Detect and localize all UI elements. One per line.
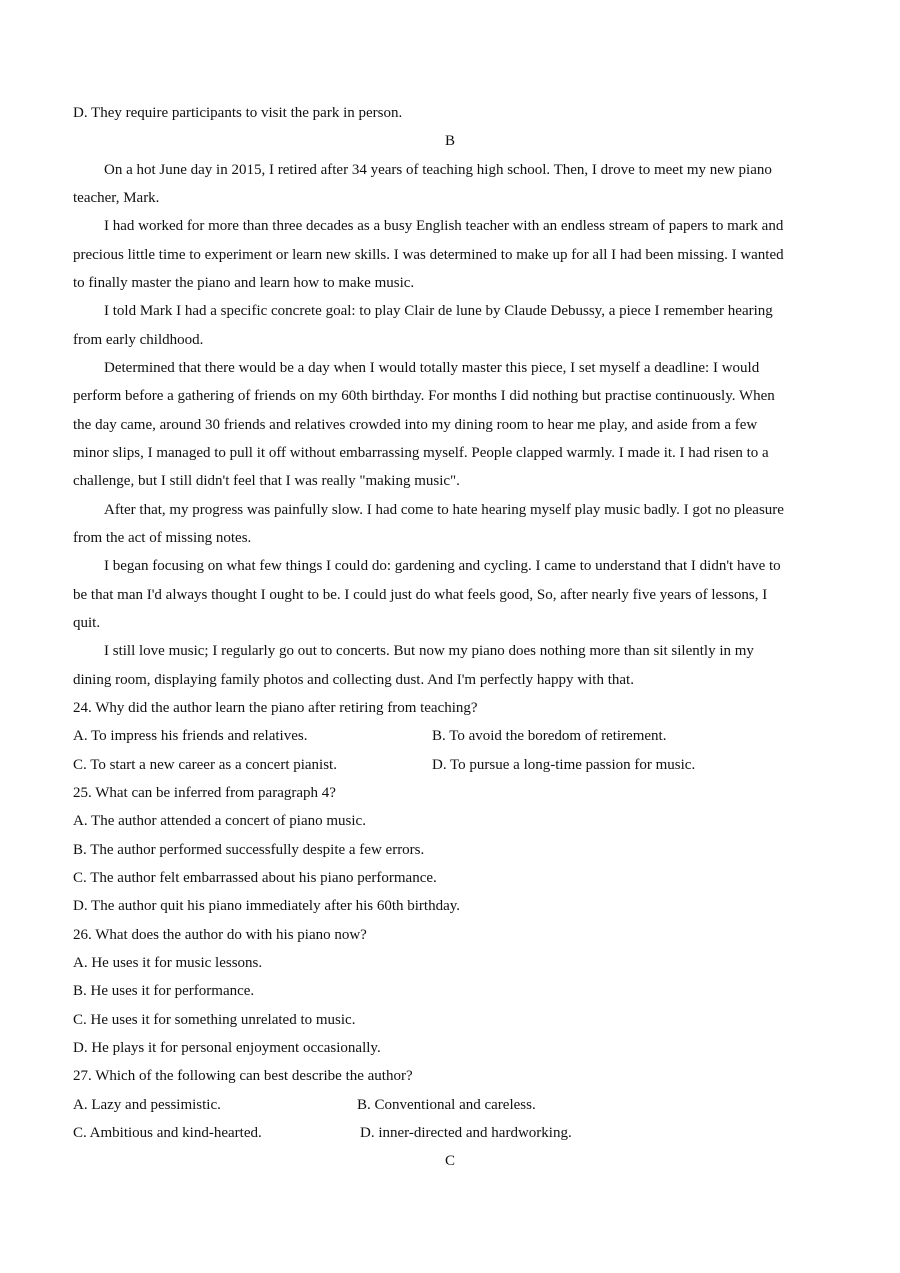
question-24-option-c: C. To start a new career as a concert pianist. bbox=[73, 757, 337, 773]
passage-p6-line2: be that man I'd always thought I ought to be. I could just do what feels good, So, after nearly five years of lessons, I bbox=[73, 587, 768, 603]
question-25-stem: 25. What can be inferred from paragraph 4? bbox=[73, 785, 336, 801]
question-26-stem: 26. What does the author do with his piano now? bbox=[73, 927, 367, 943]
passage-p4-line2: perform before a gathering of friends on my 60th birthday. For months I did nothing but practise continuously. When bbox=[73, 388, 775, 404]
question-25-option-d: D. The author quit his piano immediately after his 60th birthday. bbox=[73, 898, 461, 914]
question-27-option-c: C. Ambitious and kind-hearted. bbox=[73, 1125, 262, 1141]
question-27-option-b: B. Conventional and careless. bbox=[357, 1097, 536, 1113]
question-25-option-a: A. The author attended a concert of piano music. bbox=[73, 813, 366, 829]
question-27-stem: 27. Which of the following can best describe the author? bbox=[73, 1068, 413, 1084]
passage-p3-line2: from early childhood. bbox=[73, 332, 204, 348]
passage-p3-line1: I told Mark I had a specific concrete goal: to play Clair de lune by Claude Debussy, a piece I remember hearing bbox=[104, 303, 773, 319]
passage-p1-line1: On a hot June day in 2015, I retired after 34 years of teaching high school. Then, I drove to meet my new piano bbox=[104, 162, 772, 178]
question-24-stem: 24. Why did the author learn the piano after retiring from teaching? bbox=[73, 700, 478, 716]
passage-p4-line5: challenge, but I still didn't feel that I was really "making music". bbox=[73, 473, 460, 489]
passage-p7-line2: dining room, displaying family photos and collecting dust. And I'm perfectly happy with that. bbox=[73, 672, 634, 688]
passage-p4-line3: the day came, around 30 friends and relatives crowded into my dining room to hear me play, and aside from a few bbox=[73, 417, 758, 433]
passage-p6-line1: I began focusing on what few things I could do: gardening and cycling. I came to understand that I didn't have to bbox=[104, 558, 781, 574]
passage-p1-line2: teacher, Mark. bbox=[73, 190, 160, 206]
question-26-option-b: B. He uses it for performance. bbox=[73, 983, 255, 999]
passage-p4-line1: Determined that there would be a day when I would totally master this piece, I set myself a deadline: I would bbox=[104, 360, 760, 376]
passage-p2-line2: precious little time to experiment or learn new skills. I was determined to make up for all I had been missing. I wanted bbox=[73, 247, 784, 263]
section-c-heading: C bbox=[444, 1153, 455, 1169]
question-24-option-d: D. To pursue a long-time passion for music. bbox=[432, 757, 696, 773]
question-26-option-c: C. He uses it for something unrelated to music. bbox=[73, 1012, 356, 1028]
passage-p5-line2: from the act of missing notes. bbox=[73, 530, 252, 546]
passage-p2-line1: I had worked for more than three decades as a busy English teacher with an endless stream of papers to mark and bbox=[104, 218, 784, 234]
question-26-option-d: D. He plays it for personal enjoyment occasionally. bbox=[73, 1040, 381, 1056]
question-25-option-c: C. The author felt embarrassed about his piano performance. bbox=[73, 870, 437, 886]
section-b-heading: B bbox=[444, 133, 455, 149]
passage-p7-line1: I still love music; I regularly go out to concerts. But now my piano does nothing more than sit silently in my bbox=[104, 643, 754, 659]
prev-question-option-d: D. They require participants to visit the park in person. bbox=[73, 105, 403, 121]
question-27-option-d: D. inner-directed and hardworking. bbox=[360, 1125, 572, 1141]
passage-p4-line4: minor slips, I managed to pull it off without embarrassing myself. People clapped warmly. I made it. I had risen to a bbox=[73, 445, 769, 461]
question-26-option-a: A. He uses it for music lessons. bbox=[73, 955, 263, 971]
question-24-option-b: B. To avoid the boredom of retirement. bbox=[432, 728, 667, 744]
passage-p2-line3: to finally master the piano and learn how to make music. bbox=[73, 275, 415, 291]
question-27-option-a: A. Lazy and pessimistic. bbox=[73, 1097, 221, 1113]
passage-p6-line3: quit. bbox=[73, 615, 101, 631]
question-25-option-b: B. The author performed successfully despite a few errors. bbox=[73, 842, 425, 858]
passage-p5-line1: After that, my progress was painfully slow. I had come to hate hearing myself play music badly. I got no pleasure bbox=[104, 502, 784, 518]
question-24-option-a: A. To impress his friends and relatives. bbox=[73, 728, 308, 744]
